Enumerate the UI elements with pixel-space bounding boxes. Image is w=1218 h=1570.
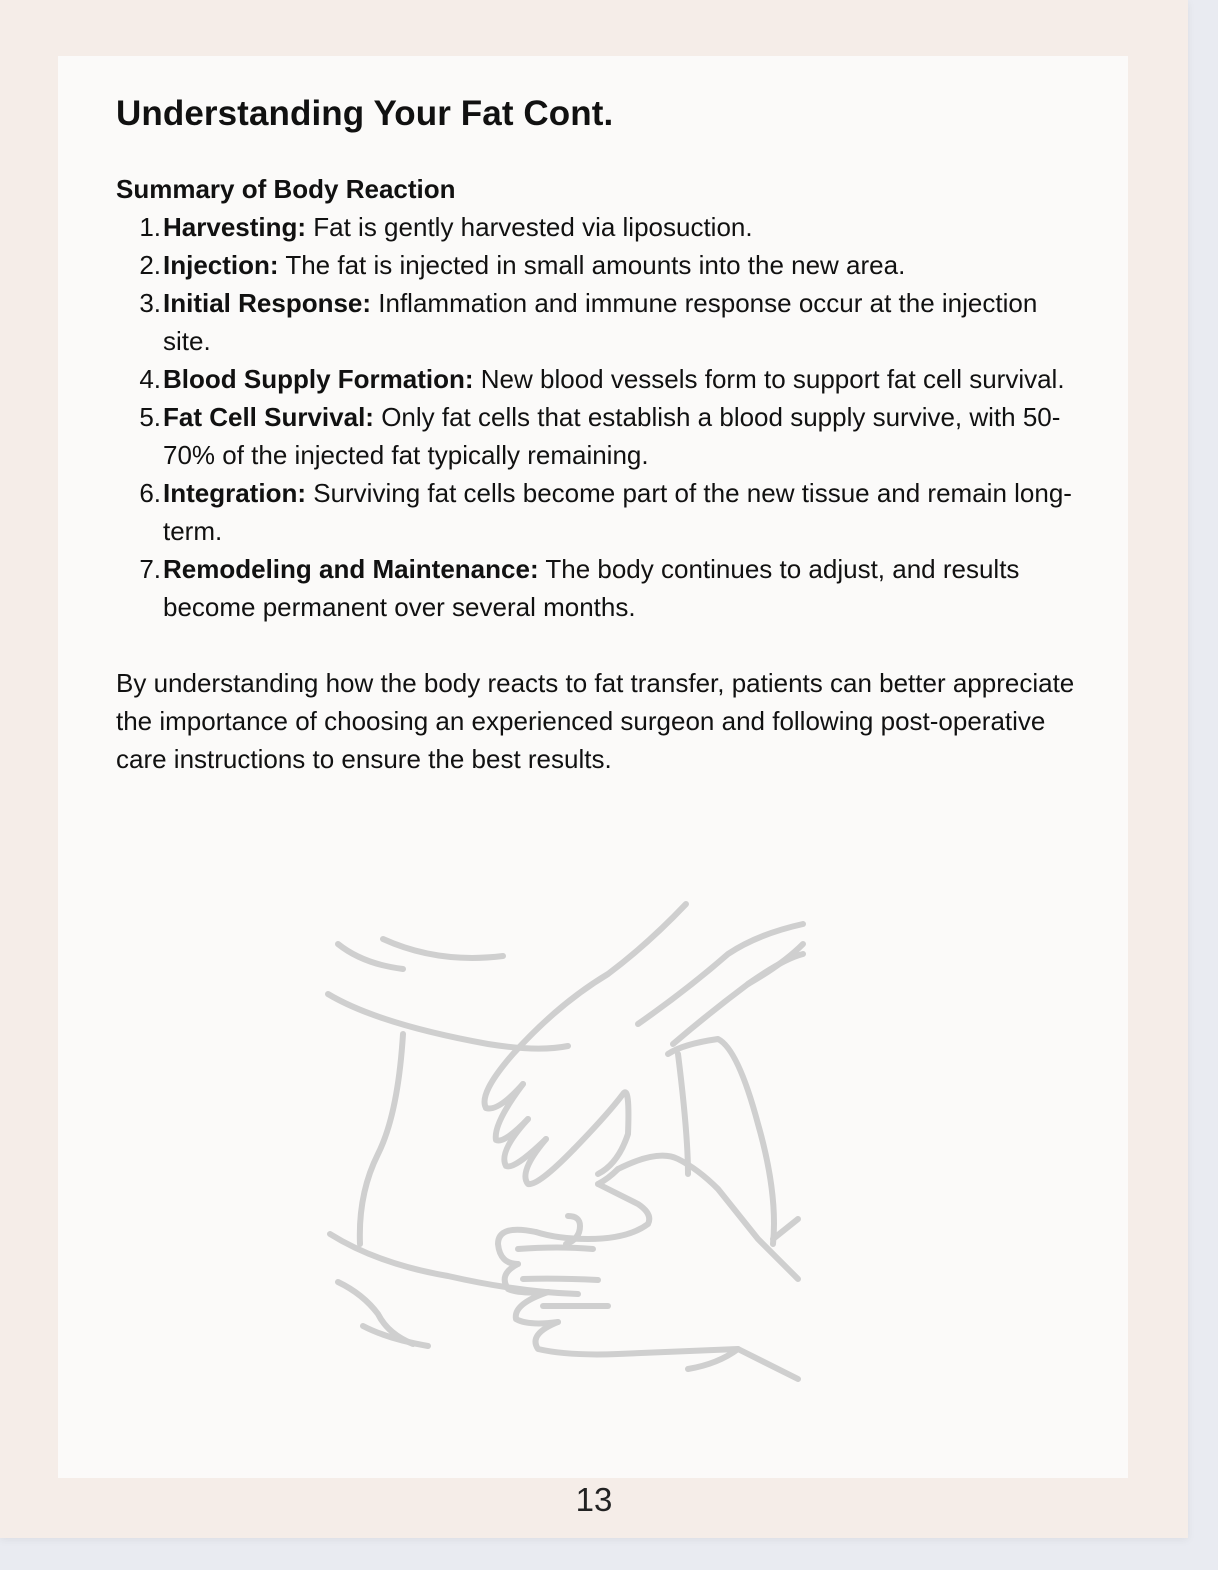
page-content [116, 92, 1076, 778]
hands-on-abdomen-icon [318, 894, 838, 1384]
step-number: 1. [139, 212, 161, 242]
step-text: The fat is injected in small amounts into the new area. [278, 250, 906, 280]
step-term: Initial Response: [163, 288, 372, 318]
step-term: Blood Supply Formation: [163, 364, 474, 394]
list-item [116, 398, 1076, 474]
step-text: New blood vessels form to support fat cell survival. [473, 364, 1065, 394]
list-item [116, 474, 1076, 550]
step-text: Inflammation and immune response occur at the injection site. [163, 288, 1038, 356]
step-term: Fat Cell Survival: [163, 402, 374, 432]
step-number: 2. [139, 250, 161, 280]
step-number: 3. [139, 288, 161, 318]
closing-paragraph: By understanding how the body reacts to fat transfer, patients can better appreciate the importance of choosing an experienced surgeon and following post-operative care instructions to ensure the best results. [116, 668, 1075, 774]
list-item [116, 284, 1076, 360]
step-number: 6. [139, 478, 161, 508]
step-text: Only fat cells that establish a blood supply survive, with 50-70% of the injected fat typically remaining. [163, 402, 1061, 470]
section-heading: Summary of Body Reaction [116, 174, 456, 204]
step-term: Injection: [163, 250, 279, 280]
list-item [116, 246, 1076, 284]
step-number: 7. [139, 554, 161, 584]
list-item [116, 208, 1076, 246]
step-term: Integration: [163, 478, 306, 508]
list-item [116, 360, 1076, 398]
page-number: 13 [575, 1481, 613, 1518]
step-term: Remodeling and Maintenance: [163, 554, 539, 584]
page [58, 56, 1128, 1478]
step-text: The body continues to adjust, and results become permanent over several months. [163, 554, 1020, 622]
page-title: Understanding Your Fat Cont. [116, 94, 614, 133]
list-item [116, 550, 1076, 626]
step-number: 5. [139, 402, 161, 432]
step-term: Harvesting: [163, 212, 307, 242]
step-text: Fat is gently harvested via liposuction. [306, 212, 753, 242]
step-text: Surviving fat cells become part of the new tissue and remain long-term. [163, 478, 1072, 546]
steps-list [116, 208, 1076, 626]
step-number: 4. [139, 364, 161, 394]
